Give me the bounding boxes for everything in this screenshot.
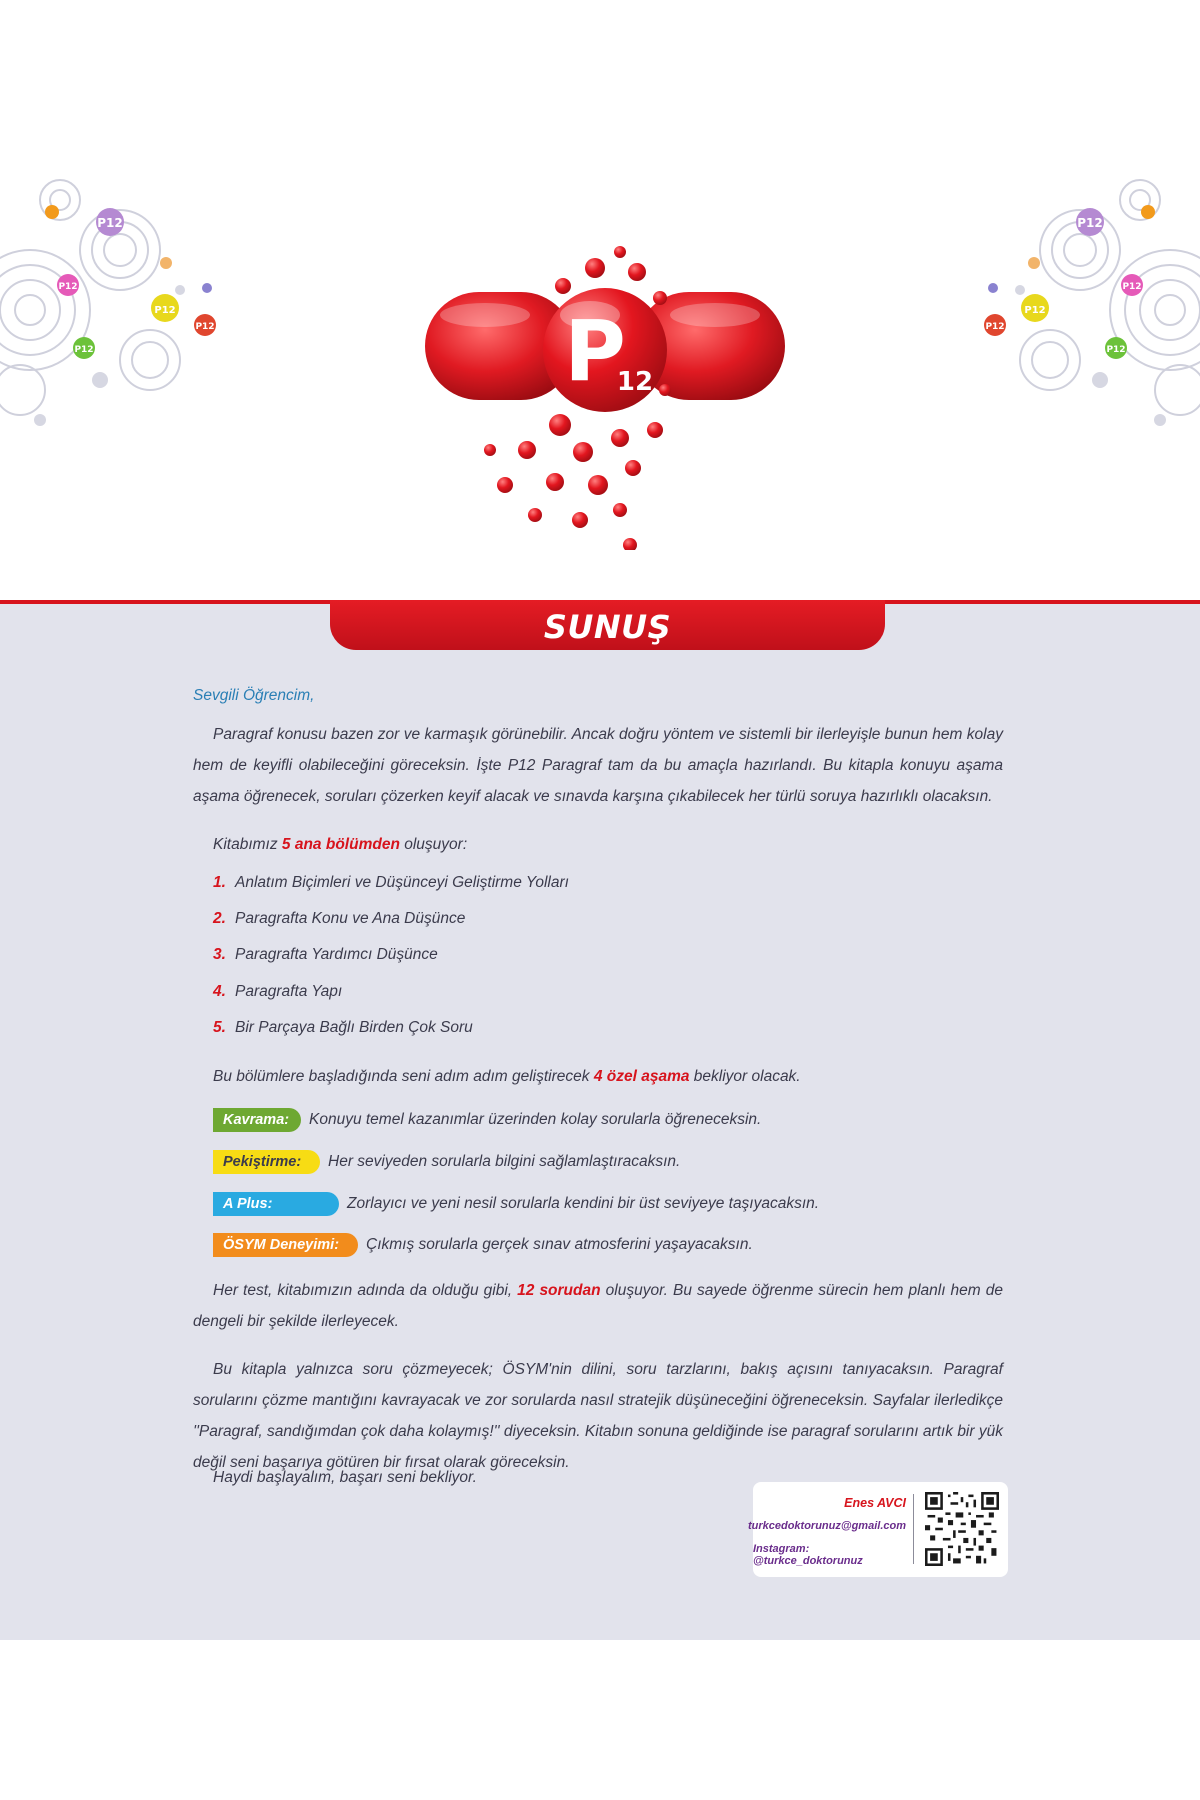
hero-header — [0, 160, 1200, 600]
qr-code-icon[interactable] — [925, 1492, 999, 1566]
intro-paragraph: Paragraf konusu bazen zor ve karmaşık görünebilir. Ancak doğru yöntem ve sistemli bir ilerleyişle bunun hem kolay hem de keyifli olabileceğini göreceksin. İşte P12 Paragraf tam da bu amaçla hazırlandı. Bu kitapla konuyu aşama aşama öğrenecek, soruları çözerken keyif alacak ve sınavda karşına çıkabilecek her türlü soruya hazırlıklı olacaksın. — [193, 726, 1003, 805]
section-item — [213, 946, 438, 964]
section-number: 2. — [213, 910, 226, 927]
stages-intro-highlight: 4 özel aşama — [593, 1068, 690, 1085]
section-banner — [0, 600, 1200, 658]
stage-a-plus — [213, 1191, 819, 1217]
osym-paragraph: Bu kitapla yalnızca soru çözmeyecek; ÖSYM'nin dilini, soru tarzlarını, bakış açısını tanıyacaksın. Paragraf sorularını çözme mantığını kavrayacak ve zor sorularda nasıl stratejik düşüneceğini öğreneceksin. Sayfalar ilerledikçe ''Paragraf, sandığımdan çok daha kolaymış!'' diyeceksin. Kitabın sonuna geldiğinde ise paragraf sorularını artık bir yük değil seni başarıya götüren bir fırsat olarak göreceksin. — [193, 1361, 1003, 1471]
stage-kavrama — [213, 1107, 761, 1133]
svg-text:P12: P12 — [1024, 305, 1046, 316]
section-number: 5. — [213, 1019, 226, 1036]
stages-intro — [213, 1061, 1023, 1092]
sections-intro-before: Kitabımız — [213, 836, 282, 853]
section-number: 4. — [213, 983, 226, 1000]
greeting: Sevgili Öğrencim, — [193, 687, 315, 704]
stage-label-pill: ÖSYM Deneyimi: — [213, 1233, 358, 1257]
section-number: 1. — [213, 874, 226, 891]
section-item — [213, 910, 465, 928]
svg-text:P12: P12 — [1122, 282, 1142, 292]
svg-text:P12: P12 — [154, 305, 176, 316]
decorative-circles-left — [0, 160, 230, 440]
svg-text:P12: P12 — [985, 322, 1005, 332]
svg-text:P12: P12 — [97, 216, 123, 230]
tests-paragraph — [193, 1275, 1003, 1337]
decorative-circles-right — [970, 160, 1200, 440]
sections-intro — [213, 829, 1023, 860]
stage-description: Zorlayıcı ve yeni nesil sorularla kendini bir üst seviyeye taşıyacaksın. — [347, 1195, 820, 1212]
author-card — [747, 1482, 1008, 1577]
closing-line: Haydi başlayalım, başarı seni bekliyor. — [213, 1469, 477, 1486]
stage-description: Çıkmış sorularla gerçek sınav atmosferini yaşayacaksın. — [366, 1236, 753, 1253]
svg-text:P12: P12 — [1106, 345, 1126, 355]
section-label: Anlatım Biçimleri ve Düşünceyi Geliştirme Yolları — [235, 874, 569, 891]
section-number: 3. — [213, 946, 226, 963]
author-divider — [913, 1494, 914, 1564]
stages-intro-before: Bu bölümlere başladığında seni adım adım geliştirecek — [213, 1068, 594, 1085]
section-label: Paragrafta Yapı — [235, 983, 343, 1000]
tests-para-after: oluşuyor. Bu sayede öğrenme sürecin hem planlı hem de dengeli bir şekilde ilerleyecek. — [193, 1282, 1003, 1330]
author-email[interactable]: turkcedoktorunuz@gmail.com — [747, 1520, 906, 1532]
svg-text:P12: P12 — [74, 345, 94, 355]
banner-title: SUNUŞ — [543, 608, 672, 646]
logo-letter: P — [564, 302, 626, 400]
author-instagram[interactable]: Instagram: @turkce_doktorunuz — [753, 1543, 863, 1567]
tests-para-before: Her test, kitabımızın adında da olduğu gibi, — [213, 1282, 518, 1299]
stage-label-pill: Pekiştirme: — [213, 1150, 320, 1174]
stage-label-pill: A Plus: — [213, 1192, 339, 1216]
author-name: Enes AVCI — [844, 1496, 906, 1510]
section-label: Paragrafta Konu ve Ana Düşünce — [235, 910, 466, 927]
section-item — [213, 983, 342, 1001]
svg-text:P12: P12 — [1077, 216, 1103, 230]
stages-intro-after: bekliyor olacak. — [689, 1068, 801, 1085]
sections-intro-after: oluşuyor: — [399, 836, 468, 853]
p12-capsule-logo — [415, 240, 795, 550]
section-item — [213, 874, 569, 892]
svg-text:P12: P12 — [58, 282, 78, 292]
section-item — [213, 1019, 473, 1037]
stage-description: Konuyu temel kazanımlar üzerinden kolay sorularla öğreneceksin. — [309, 1111, 762, 1128]
stage-description: Her seviyeden sorularla bilgini sağlamlaştıracaksın. — [328, 1153, 681, 1170]
section-label: Paragrafta Yardımcı Düşünce — [235, 946, 438, 963]
section-label: Bir Parçaya Bağlı Birden Çok Soru — [235, 1019, 473, 1036]
logo-subscript: 12 — [616, 367, 654, 397]
tests-para-highlight: 12 sorudan — [517, 1282, 601, 1299]
sections-intro-highlight: 5 ana bölümden — [281, 836, 400, 853]
stage-pekistirme — [213, 1149, 680, 1175]
stage-label-pill: Kavrama: — [213, 1108, 301, 1132]
stage-osym-deneyimi — [213, 1232, 753, 1258]
svg-text:P12: P12 — [195, 322, 215, 332]
